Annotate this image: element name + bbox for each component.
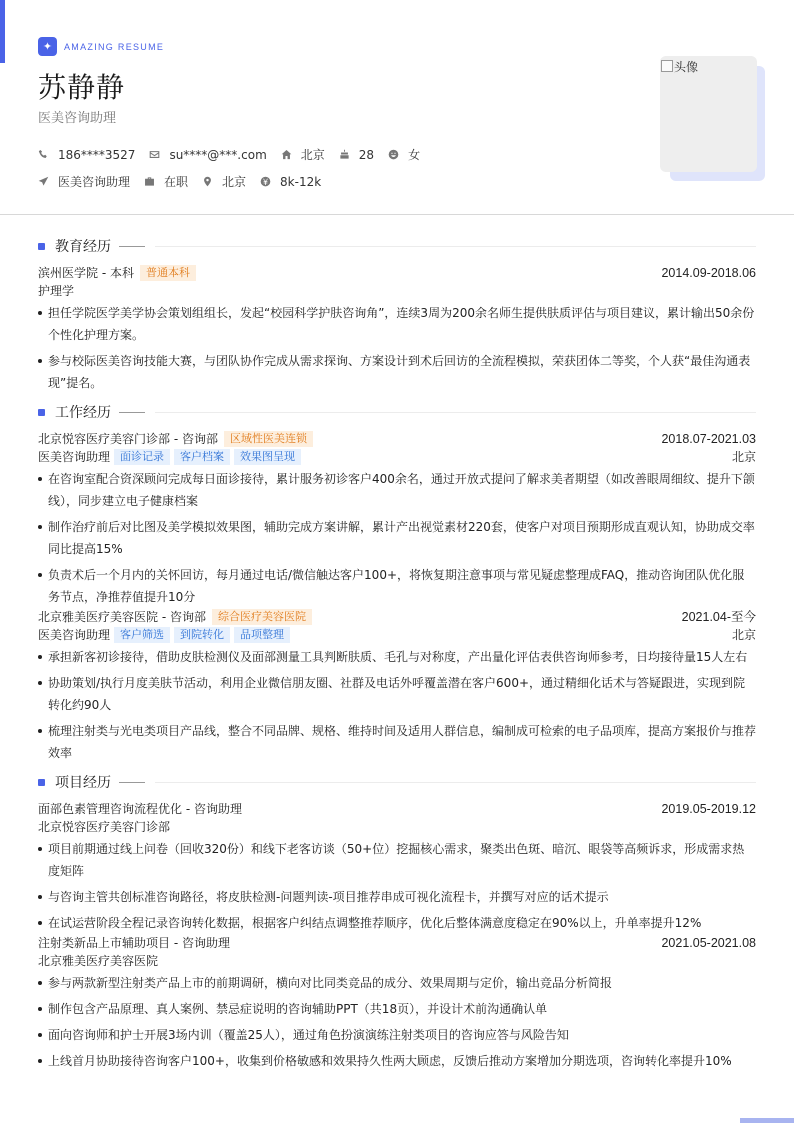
job-salary: 8k-12k	[260, 175, 321, 189]
skill-tag: 效果图呈现	[234, 449, 301, 465]
sparkle-icon: ✦	[38, 37, 57, 56]
entry-header	[38, 430, 756, 448]
bullet-list	[38, 468, 756, 608]
role-name: 医美咨询助理	[38, 628, 111, 642]
education-section	[38, 232, 756, 394]
entry-header	[38, 800, 756, 818]
cake-icon	[339, 149, 350, 160]
smile-icon	[388, 149, 399, 160]
section-title: 教育经历	[55, 239, 111, 255]
section-divider	[155, 246, 756, 247]
section-dash	[119, 412, 145, 413]
entry-heading	[38, 608, 312, 626]
contact-gender: 女	[388, 146, 420, 163]
project-section	[38, 768, 756, 1072]
section-divider	[155, 782, 756, 783]
list-item: 承担新客初诊接待，借助皮肤检测仪及面部测量工具判断肤质、毛孔与对称度，产出量化评估表供咨询师参考，日均接待量15人左右	[38, 646, 756, 668]
work-entry	[38, 608, 756, 764]
home-icon	[281, 149, 292, 160]
skill-tag: 到院转化	[174, 627, 230, 643]
company-tag: 区域性医美连锁	[224, 431, 313, 447]
project-org: 北京雅美医疗美容医院	[38, 954, 159, 968]
salary-icon	[260, 176, 271, 187]
section-title: 项目经历	[55, 775, 111, 791]
project-entry	[38, 934, 756, 1072]
list-item: 制作治疗前后对比图及美学模拟效果图，辅助完成方案讲解，累计产出视觉素材220套，使客户对项目预期形成直观认知，协助成交率同比提高15%	[38, 516, 756, 560]
skill-tag: 客户筛选	[114, 627, 170, 643]
resume-body	[38, 232, 756, 1076]
bullet-list	[38, 972, 756, 1072]
bullet-list	[38, 302, 756, 394]
work-entry	[38, 430, 756, 608]
contact-row	[38, 146, 434, 163]
list-item: 担任学院医学美学协会策划组组长，发起“校园科学护肤咨询角”，连续3周为200余名师生提供肤质评估与项目建议，累计输出50余份个性化护理方案。	[38, 302, 756, 346]
entry-date: 2014.09-2018.06	[661, 266, 756, 280]
list-item: 梳理注射类与光电类项目产品线，整合不同品牌、规格、维持时间及适用人群信息，编制成可检索的电子品项库，提高方案报价与推荐效率	[38, 720, 756, 764]
send-icon	[38, 176, 49, 187]
section-dash	[119, 246, 145, 247]
entry-subheader	[38, 282, 756, 300]
list-item: 制作包含产品原理、真人案例、禁忌症说明的咨询辅助PPT（共18页），并设计术前沟通确认单	[38, 998, 756, 1020]
list-item: 协助策划/执行月度美肤节活动，利用企业微信朋友圈、社群及电话外呼覆盖潜在客户600+，通过精细化话术与答疑跟进，实现到院转化约90人	[38, 672, 756, 716]
section-header	[38, 232, 756, 260]
list-item: 在试运营阶段全程记录咨询转化数据，根据客户纠结点调整推荐顺序，优化后整体满意度稳定在90%以上，升单率提升12%	[38, 912, 756, 934]
entry-header	[38, 934, 756, 952]
accent-bar-bottom	[740, 1118, 794, 1123]
entry-heading	[38, 264, 196, 282]
entry-heading	[38, 430, 313, 448]
entry-date: 2021.04-至今	[681, 610, 756, 624]
contact-age: 28	[339, 148, 374, 162]
skill-tag: 客户档案	[174, 449, 230, 465]
list-item: 在咨询室配合资深顾问完成每日面诊接待，累计服务初诊客户400余名，通过开放式提问了解求美者期望（如改善眼周细纹、提升下颌线），同步建立电子健康档案	[38, 468, 756, 512]
section-dash	[119, 782, 145, 783]
contact-phone: 186****3527	[38, 148, 135, 162]
job-status: 在职	[144, 173, 188, 190]
school-tag: 普通本科	[140, 265, 196, 281]
list-item: 上线首月协助接待咨询客户100+，收集到价格敏感和效果持久性两大顾虑，反馈后推动方案增加分期选项，咨询转化率提升10%	[38, 1050, 756, 1072]
section-marker	[38, 779, 45, 786]
major: 护理学	[38, 284, 75, 298]
bullet-list	[38, 838, 756, 934]
list-item: 与咨询主管共创标准咨询路径，将皮肤检测-问题判读-项目推荐串成可视化流程卡，并撰写对应的话术提示	[38, 886, 756, 908]
entry-date: 2018.07-2021.03	[661, 432, 756, 446]
role-line	[38, 626, 290, 644]
entry-subheader	[38, 818, 756, 836]
section-divider	[155, 412, 756, 413]
work-location: 北京	[731, 628, 756, 642]
mail-icon	[149, 149, 160, 160]
work-location: 北京	[731, 450, 756, 464]
contact-city: 北京	[281, 146, 325, 163]
section-title: 工作经历	[55, 405, 111, 421]
role-name: 医美咨询助理	[38, 450, 111, 464]
location-icon	[202, 176, 213, 187]
entry-date: 2019.05-2019.12	[661, 802, 756, 816]
company-name: 北京悦容医疗美容门诊部 - 咨询部	[38, 432, 218, 446]
resume-header	[0, 0, 794, 215]
section-header	[38, 768, 756, 796]
section-marker	[38, 409, 45, 416]
briefcase-icon	[144, 176, 155, 187]
brand-text: AMAZING RESUME	[64, 41, 165, 52]
section-marker	[38, 243, 45, 250]
job-intent-row	[38, 173, 335, 190]
list-item: 项目前期通过线上问卷（回收320份）和线下老客访谈（50+位）挖掘核心需求，聚类出色斑、暗沉、眼袋等高频诉求，形成需求热度矩阵	[38, 838, 756, 882]
broken-image-icon	[661, 60, 673, 72]
work-section	[38, 398, 756, 764]
list-item: 面向咨询师和护士开展3场内训（覆盖25人），通过角色扮演演练注射类项目的咨询应答与风险告知	[38, 1024, 756, 1046]
project-name: 注射类新品上市辅助项目 - 咨询助理	[38, 936, 230, 950]
skill-tag: 品项整理	[234, 627, 290, 643]
skill-tag: 面诊记录	[114, 449, 170, 465]
bullet-list	[38, 646, 756, 764]
company-tag: 综合医疗美容医院	[212, 609, 312, 625]
entry-header	[38, 608, 756, 626]
school-name: 滨州医学院 - 本科	[38, 266, 134, 280]
avatar-alt-text: 头像	[674, 60, 699, 74]
avatar	[660, 56, 757, 172]
list-item: 负责术后一个月内的关怀回访，每月通过电话/微信触达客户100+，将恢复期注意事项与常见疑虑整理成FAQ，推动咨询团队优化服务节点，净推荐值提升10分	[38, 564, 756, 608]
job-city: 北京	[202, 173, 246, 190]
project-name: 面部色素管理咨询流程优化 - 咨询助理	[38, 802, 242, 816]
education-entry	[38, 264, 756, 394]
project-entry	[38, 800, 756, 934]
candidate-title: 医美咨询助理	[38, 111, 117, 126]
brand	[38, 37, 164, 56]
entry-date: 2021.05-2021.08	[661, 936, 756, 950]
phone-icon	[38, 149, 49, 160]
contact-email: su****@***.com	[149, 148, 266, 162]
candidate-name: 苏静静	[38, 71, 126, 104]
list-item: 参与校际医美咨询技能大赛，与团队协作完成从需求探询、方案设计到术后回访的全流程模拟，荣获团体二等奖，个人获“最佳沟通表现”提名。	[38, 350, 756, 394]
list-item: 参与两款新型注射类产品上市的前期调研，横向对比同类竞品的成分、效果周期与定价，输出竞品分析简报	[38, 972, 756, 994]
entry-subheader	[38, 448, 756, 466]
project-org: 北京悦容医疗美容门诊部	[38, 820, 171, 834]
entry-subheader	[38, 952, 756, 970]
section-header	[38, 398, 756, 426]
role-line	[38, 448, 301, 466]
company-name: 北京雅美医疗美容医院 - 咨询部	[38, 610, 206, 624]
job-position: 医美咨询助理	[38, 173, 130, 190]
entry-header	[38, 264, 756, 282]
entry-subheader	[38, 626, 756, 644]
